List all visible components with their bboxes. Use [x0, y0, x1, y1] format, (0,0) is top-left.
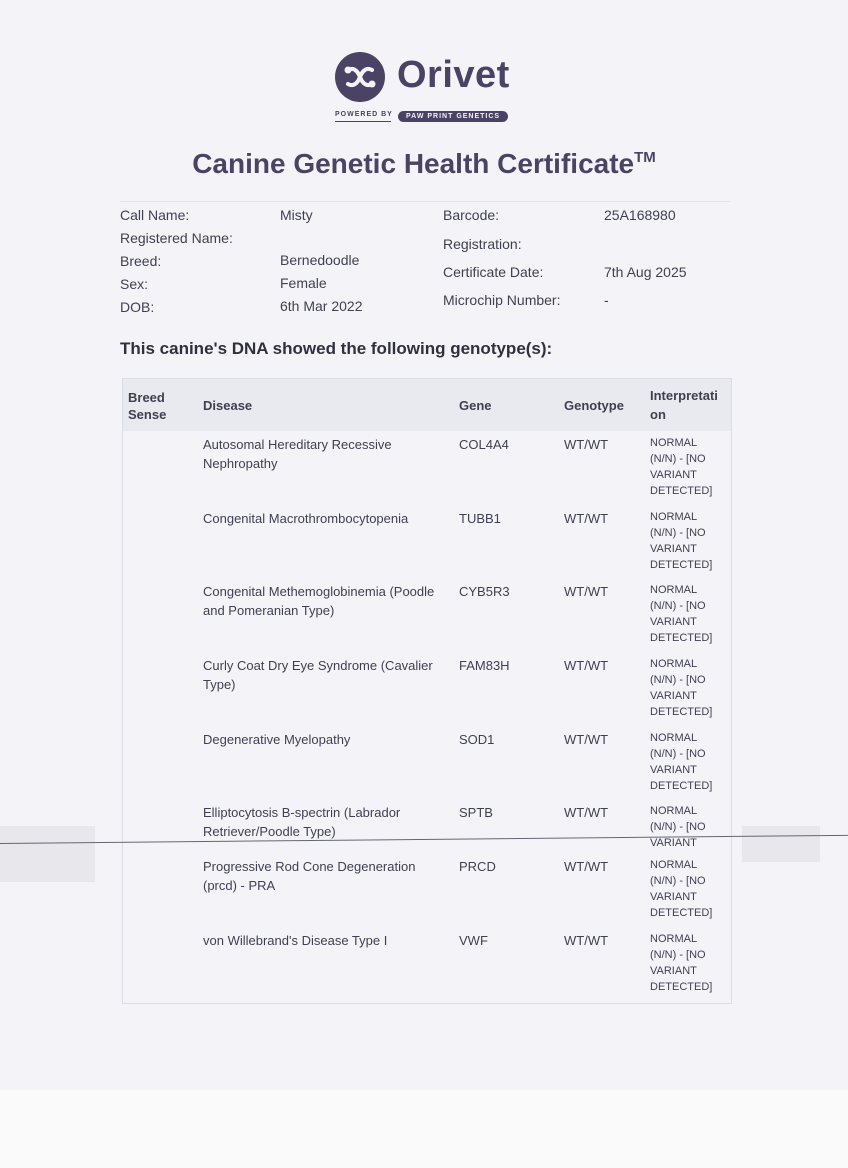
interpretation-cell [650, 509, 730, 573]
disease-line: Retriever/Poodle Type) [203, 824, 336, 839]
disease-line: (prcd) - PRA [203, 878, 276, 893]
header-breed-sense [128, 389, 166, 423]
interpretation-cell [650, 803, 730, 851]
scan-bottom-margin [0, 1090, 848, 1168]
interp-line: (N/N) - [NO [650, 875, 706, 887]
disease-line: Nephropathy [203, 456, 278, 471]
barcode-value: 25A168980 [604, 207, 676, 223]
interp-line: VARIANT [650, 469, 697, 481]
interp-line: NORMAL [650, 658, 698, 670]
disease-line: Type) [203, 677, 236, 692]
interpretation-cell [650, 656, 730, 720]
interp-line: (N/N) - [NO [650, 748, 706, 760]
dob-value: 6th Mar 2022 [280, 298, 363, 314]
gene-cell: CYB5R3 [459, 584, 510, 599]
interp-line: (N/N) - [NO [650, 527, 706, 539]
interp-line: VARIANT [650, 965, 697, 977]
disease-cell [203, 857, 453, 895]
header-breed-sense-line-1: Breed [128, 390, 165, 405]
disease-line: Curly Coat Dry Eye Syndrome (Cavalier [203, 658, 433, 673]
interp-line: NORMAL [650, 584, 698, 596]
interpretation-cell [650, 730, 730, 794]
genotype-cell: WT/WT [564, 658, 609, 673]
interp-line: (N/N) - [NO [650, 949, 706, 961]
interp-line: DETECTED] [650, 485, 713, 497]
disease-cell [203, 582, 453, 620]
sex-value: Female [280, 275, 327, 291]
header-breed-sense-line-2: Sense [128, 407, 167, 422]
header-interpretation [650, 387, 718, 423]
header-interpretation-line-2: on [650, 407, 666, 422]
certificate-date-value: 7th Aug 2025 [604, 264, 687, 280]
microchip-label: Microchip Number: [443, 292, 561, 308]
interp-line: VARIANT [650, 891, 697, 903]
sex-label: Sex: [120, 276, 149, 292]
interp-line: NORMAL [650, 805, 698, 817]
certificate-date-label: Certificate Date: [443, 264, 544, 280]
interp-line: VARIANT [650, 543, 697, 555]
orivet-logo-mark-icon [335, 52, 385, 102]
title-text: Canine Genetic Health Certificate [192, 148, 635, 179]
table-header-row [123, 379, 731, 431]
interpretation-cell [650, 857, 730, 921]
gene-cell: PRCD [459, 859, 496, 874]
breed-value: Bernedoodle [280, 252, 360, 268]
genotype-cell: WT/WT [564, 933, 609, 948]
gene-cell: TUBB1 [459, 511, 501, 526]
gene-cell: VWF [459, 933, 488, 948]
genotype-section-heading: This canine's DNA showed the following genotype(s): [120, 339, 553, 358]
interp-line: (N/N) - [NO [650, 674, 706, 686]
interpretation-cell [650, 582, 730, 646]
page-title [0, 148, 848, 180]
disease-cell [203, 730, 453, 749]
interp-line: DETECTED] [650, 780, 713, 792]
disease-cell [203, 656, 453, 694]
interp-line: NORMAL [650, 511, 698, 523]
interp-line: VARIANT [650, 616, 697, 628]
disease-line: Autosomal Hereditary Recessive [203, 437, 392, 452]
disease-line: Congenital Methemoglobinemia (Poodle [203, 584, 435, 599]
header-disease: Disease [203, 398, 253, 413]
interp-line: DETECTED] [650, 559, 713, 571]
header-interpretation-line-1: Interpretati [650, 388, 718, 403]
interp-line: DETECTED] [650, 706, 713, 718]
disease-line: Elliptocytosis B-spectrin (Labrador [203, 805, 401, 820]
header-gene: Gene [459, 398, 492, 413]
interp-line: NORMAL [650, 437, 698, 449]
call-name-value: Misty [280, 207, 313, 223]
disease-line: Progressive Rod Cone Degeneration [203, 859, 416, 874]
interp-line: NORMAL [650, 732, 698, 744]
genotype-table [122, 378, 732, 1004]
interp-line: DETECTED] [650, 632, 713, 644]
disease-line: Degenerative Myelopathy [203, 732, 351, 747]
powered-by-line [335, 111, 515, 123]
breed-label: Breed: [120, 253, 162, 269]
disease-line: von Willebrand's Disease Type I [203, 933, 388, 948]
disease-cell [203, 435, 453, 473]
orivet-logo [335, 52, 525, 124]
gene-cell: FAM83H [459, 658, 510, 673]
microchip-value: - [604, 292, 609, 308]
interp-line: NORMAL [650, 859, 698, 871]
trademark-mark: TM [634, 149, 656, 166]
header-divider [120, 201, 730, 202]
registered-name-label: Registered Name: [120, 230, 233, 246]
disease-line: Congenital Macrothrombocytopenia [203, 511, 409, 526]
disease-cell [203, 803, 453, 841]
disease-line: and Pomeranian Type) [203, 603, 335, 618]
tape-mark-right [742, 826, 820, 862]
interp-line: VARIANT [650, 690, 697, 702]
interp-line: (N/N) - [NO [650, 821, 706, 833]
genotype-cell: WT/WT [564, 859, 609, 874]
interp-line: (N/N) - [NO [650, 600, 706, 612]
interpretation-cell [650, 931, 730, 995]
interp-line: DETECTED] [650, 907, 713, 919]
partner-badge: PAW PRINT GENETICS [398, 111, 508, 122]
genotype-cell: WT/WT [564, 437, 609, 452]
dob-label: DOB: [120, 299, 155, 315]
disease-cell [203, 509, 453, 528]
tape-mark-left [0, 826, 95, 882]
barcode-label: Barcode: [443, 207, 500, 223]
gene-cell: SPTB [459, 805, 493, 820]
genotype-cell: WT/WT [564, 805, 609, 820]
interpretation-cell [650, 435, 730, 499]
disease-cell [203, 931, 453, 950]
genotype-cell: WT/WT [564, 732, 609, 747]
interp-line: VARIANT [650, 837, 697, 849]
genotype-cell: WT/WT [564, 511, 609, 526]
logo-wordmark: Orivet [397, 54, 510, 96]
powered-by-label: POWERED BY [335, 111, 393, 118]
interp-line: (N/N) - [NO [650, 453, 706, 465]
call-name-label: Call Name: [120, 207, 190, 223]
interp-line: NORMAL [650, 933, 698, 945]
powered-by-underline [335, 121, 391, 122]
header-genotype: Genotype [564, 398, 624, 413]
gene-cell: SOD1 [459, 732, 495, 747]
gene-cell: COL4A4 [459, 437, 509, 452]
registration-label: Registration: [443, 236, 522, 252]
interp-line: VARIANT [650, 764, 697, 776]
genotype-cell: WT/WT [564, 584, 609, 599]
interp-line: DETECTED] [650, 981, 713, 993]
